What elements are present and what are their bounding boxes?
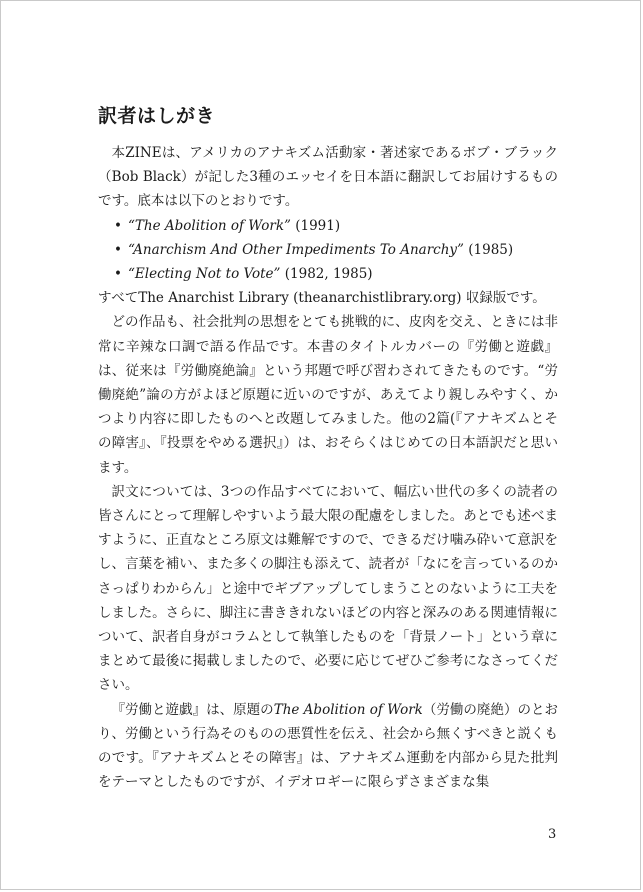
paragraph-translation: 訳文については、3つの作品すべてにおいて、幅広い世代の多くの読者の皆さんにとって理解しやすいよう最大限の配慮をしました。あとでも述べますように、正直なところ原文は難解ですので、できるだけ噛み砕いて意訳をし、言葉を補い、また多くの脚注も添えて、読者が「なにを言っているのかさっぱりわからん」と途中でギブアップしてしまうことのないように工夫をしました。さらに、脚注に書ききれないほどの内容と深みのある関連情報について、訳者自身がコラムとして執筆したものを「背景ノート」という章にまとめて最後に掲載しましたので、必要に応じてぜひご参考になさってください。 — [98, 483, 558, 694]
work-title: “Anarchism And Other Impediments To Anarchy” — [128, 241, 464, 258]
work-title: “The Abolition of Work” — [128, 217, 291, 234]
paragraph-style: どの作品も、社会批判の思想をとても挑戦的に、皮肉を交え、ときには非常に辛辣な口調で語る作品です。本書のタイトルカバーの『労働と遊戯』は、従来は『労働廃絶論』という邦題で呼び習わされてきたものです。“労働廃絶”論の方がよほど原題に近いのですが、あえてより親しみやすく、かつより内容に即したものへと改題してみました。他の2篇(『アナキズムとその障害』、『投票をやめる選択』）は、おそらくはじめての日本語訳だと思います。 — [98, 314, 558, 476]
body-text — [98, 141, 558, 794]
page-heading: 訳者はしがき — [98, 105, 216, 127]
page-number: 3 — [548, 827, 557, 842]
paragraph-works-summary — [98, 698, 558, 795]
work-title: “Electing Not to Vote” — [128, 266, 281, 283]
work-year: (1985) — [463, 241, 514, 258]
source-works-list — [98, 214, 558, 287]
paragraph-text: （労働の廃絶）のとおり、労働という行為そのものの悪質性を伝え、社会から無くすべきと説くものです。『アナキズムとその障害』は、アナキズム運動を内部から見た批判をテーマとしたものですが、イデオロギーに限らずさまざまな集 — [98, 701, 559, 791]
paragraph-intro: 本ZINEは、アメリカのアナキズム活動家・著述家であるボブ・ブラック（Bob Black）が記した3種のエッセイを日本語に翻訳してお届けするものです。底本は以下のとおりです。 — [98, 145, 558, 210]
list-item — [128, 262, 558, 286]
list-item — [128, 238, 558, 262]
work-year: (1991) — [290, 217, 341, 234]
work-year: (1982, 1985) — [280, 266, 373, 283]
original-title: The Abolition of Work — [273, 701, 423, 718]
source-note: すべてThe Anarchist Library (theanarchistlibrary.org) 収録版です。 — [98, 290, 546, 307]
paragraph-text: 『労働と遊戯』は、原題の — [111, 701, 274, 718]
list-item — [128, 214, 558, 238]
